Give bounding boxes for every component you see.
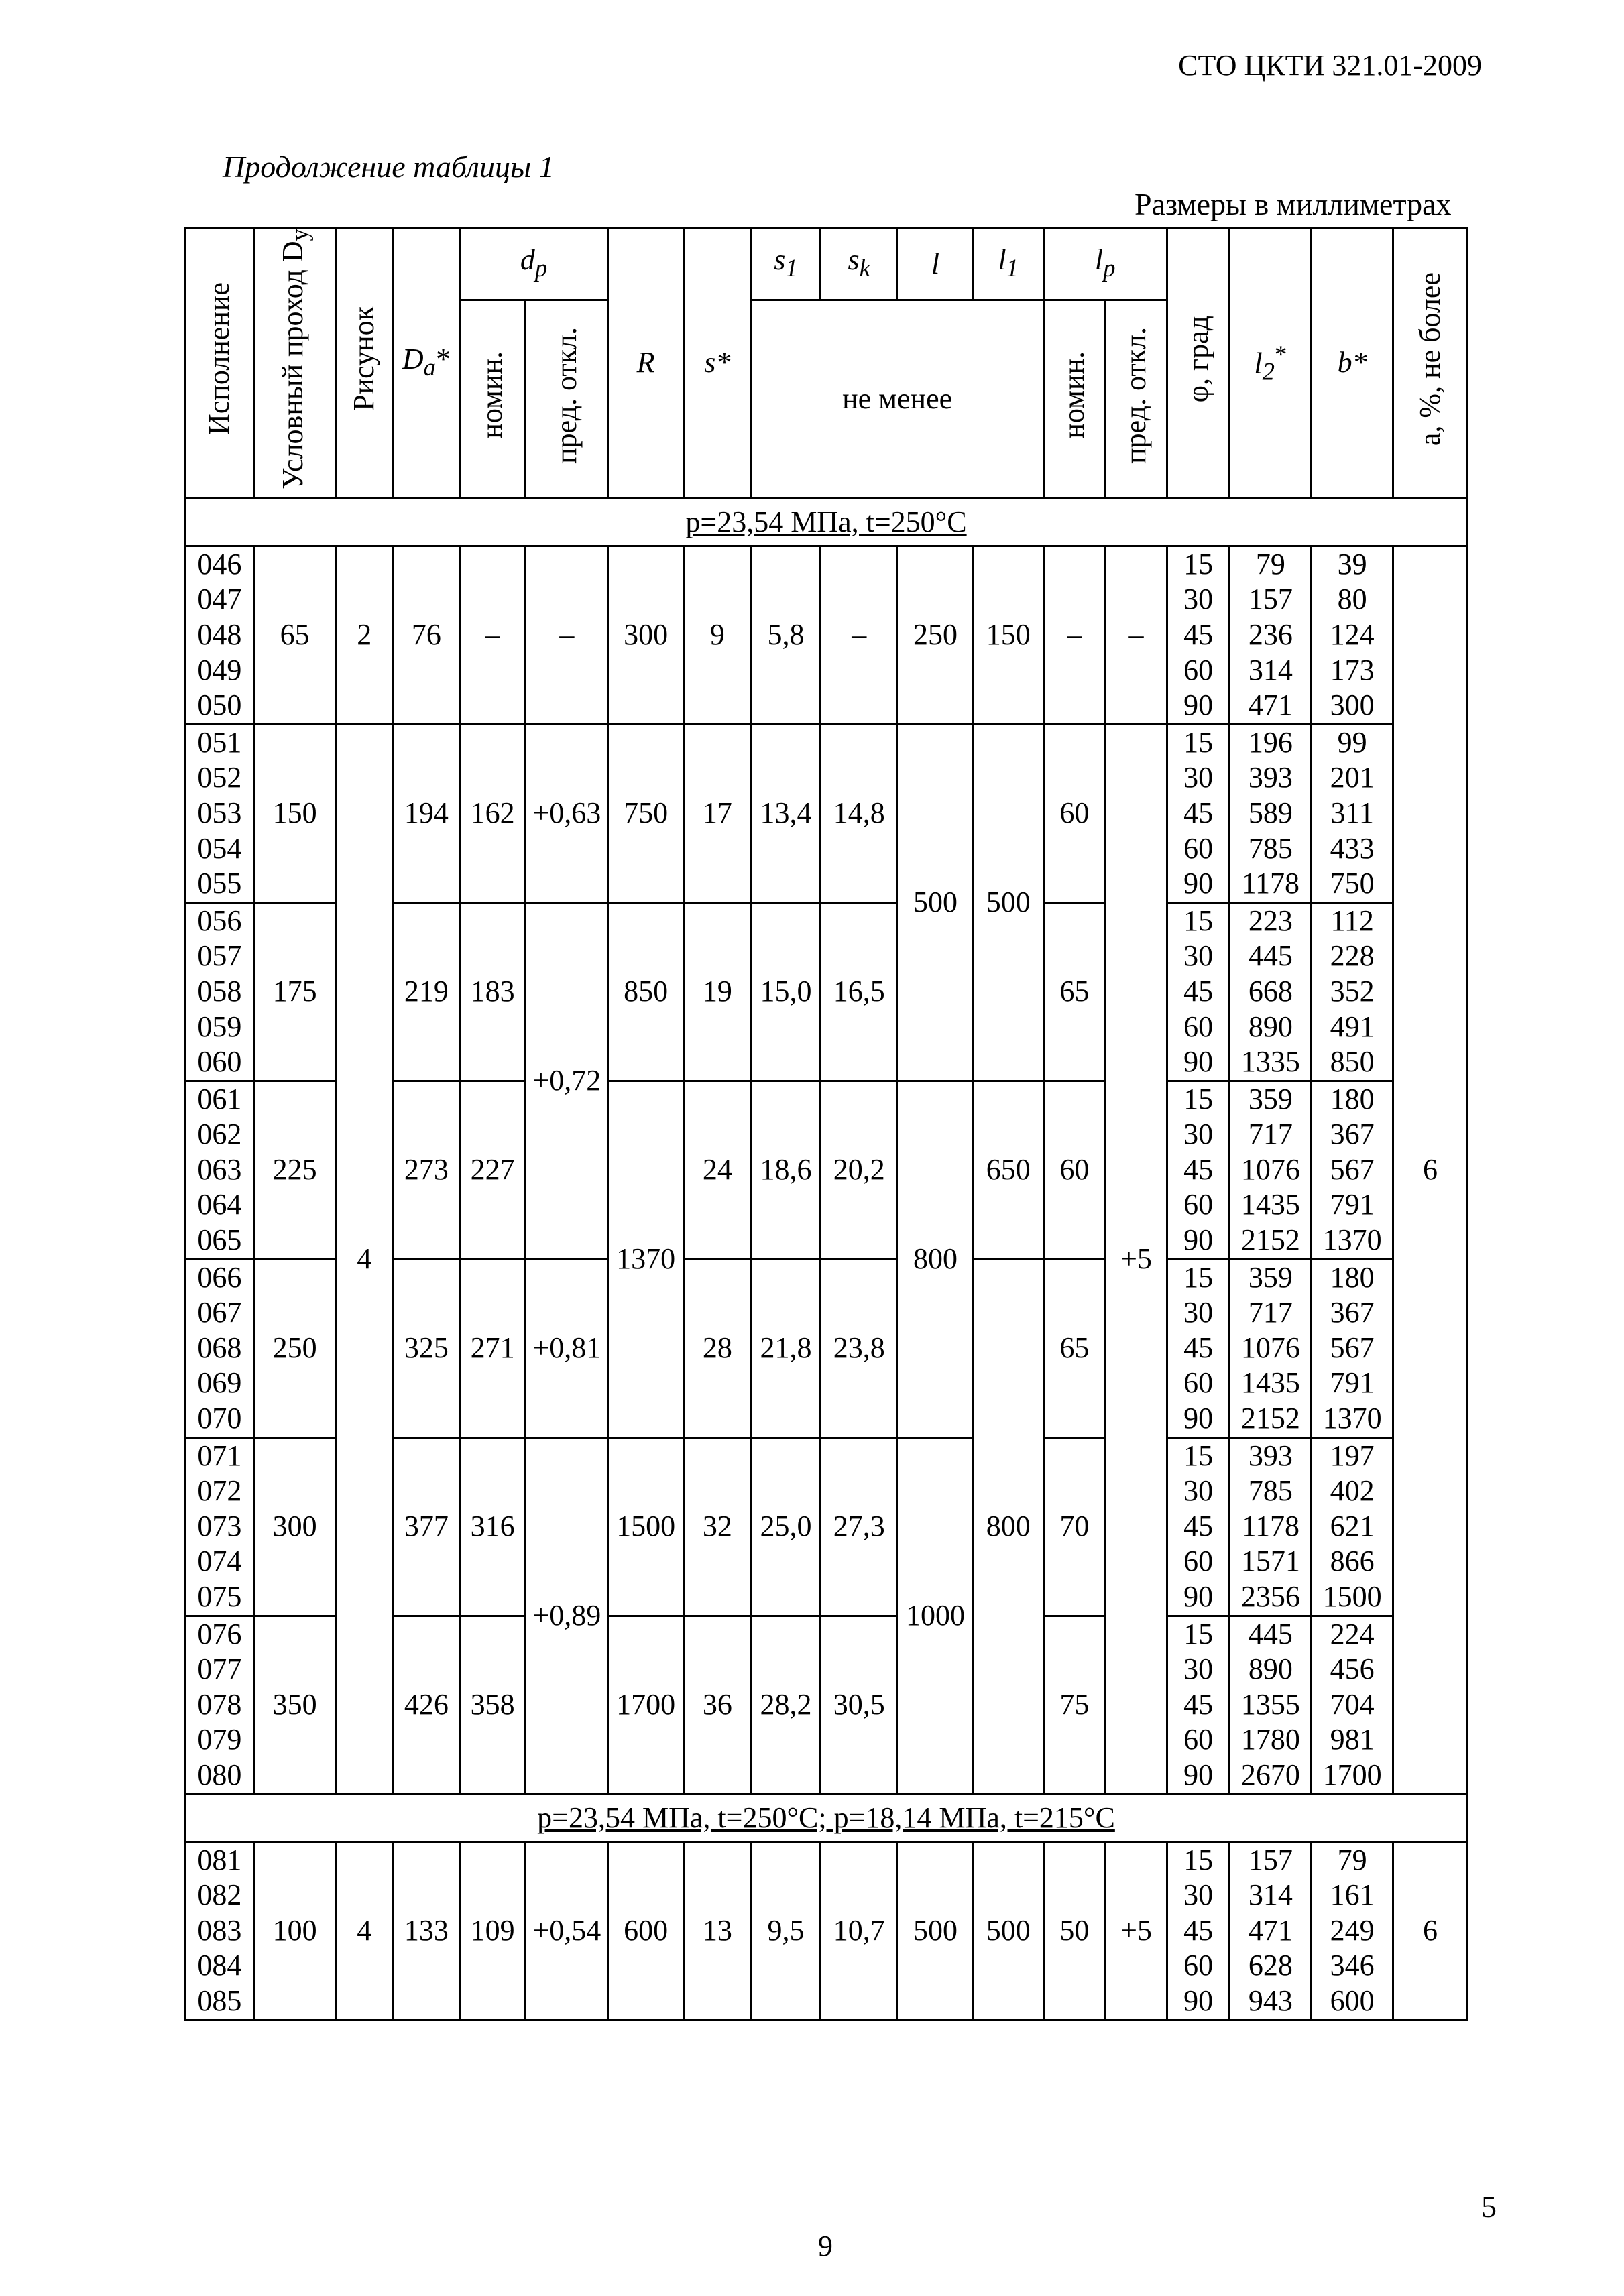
cell-a: 6 [1393, 1841, 1468, 2020]
cell-lp-nomin: 60 [1043, 1081, 1106, 1259]
table-continuation-title: Продолжение таблицы 1 [223, 149, 555, 184]
cell-l: 500 [898, 724, 974, 1081]
dimensions-table [184, 227, 1468, 2021]
cell-lp-pred-otkl: +5 [1106, 1841, 1167, 2020]
col-R: R [608, 228, 684, 499]
cell-risunok: 2 [335, 546, 394, 724]
cell-s1: 28,2 [751, 1616, 821, 1794]
cell-R: 600 [608, 1841, 684, 2020]
cell-ispolnenie: 081 082 083 084 085 [185, 1841, 255, 2020]
cell-l: 1000 [898, 1437, 974, 1794]
cell-ispolnenie: 056 057 058 059 060 [185, 902, 255, 1081]
cell-s1: 21,8 [751, 1259, 821, 1437]
cell-R: 850 [608, 902, 684, 1081]
cell-lp-nomin: 65 [1043, 1259, 1106, 1437]
cell-s: 13 [684, 1841, 752, 2020]
col-l: l [898, 228, 974, 300]
cell-ispolnenie: 046 047 048 049 050 [185, 546, 255, 724]
cell-Da: 325 [394, 1259, 460, 1437]
cell-sk: – [821, 546, 898, 724]
cell-l2: 359 717 1076 1435 2152 [1230, 1081, 1312, 1259]
cell-dp-pred-otkl: – [526, 546, 608, 724]
cell-s: 19 [684, 902, 752, 1081]
cell-s: 17 [684, 724, 752, 902]
cell-s1: 25,0 [751, 1437, 821, 1616]
cell-s: 28 [684, 1259, 752, 1437]
cell-s1: 5,8 [751, 546, 821, 724]
cell-sk: 23,8 [821, 1259, 898, 1437]
col-b: b* [1312, 228, 1393, 499]
cell-dp-pred-otkl: +0,72 [526, 902, 608, 1259]
cell-sk: 20,2 [821, 1081, 898, 1259]
page-number-center: 9 [818, 2230, 833, 2262]
col-ispolnenie: Исполнение [185, 228, 255, 499]
cell-dp-nomin: 183 [459, 902, 526, 1081]
cell-lp-nomin: 65 [1043, 902, 1106, 1081]
table-row [185, 724, 1468, 902]
group-header-2: p=23,54 МПа, t=250°C; p=18,14 МПа, t=215°C [185, 1794, 1468, 1841]
cell-Da: 76 [394, 546, 460, 724]
cell-dp-pred-otkl: +0,81 [526, 1259, 608, 1437]
cell-l: 250 [898, 546, 974, 724]
cell-l1: 500 [973, 724, 1043, 1081]
col-ne-menee: не менее [751, 300, 1043, 499]
cell-s1: 15,0 [751, 902, 821, 1081]
col-dp: $d_p$ [459, 228, 608, 300]
cell-lp-nomin: 60 [1043, 724, 1106, 902]
cell-risunok: 4 [335, 724, 394, 1794]
cell-lp-nomin: 50 [1043, 1841, 1106, 2020]
cell-s: 9 [684, 546, 752, 724]
cell-Dy: 300 [254, 1437, 335, 1616]
cell-ispolnenie: 071 072 073 074 075 [185, 1437, 255, 1616]
cell-R: 1700 [608, 1616, 684, 1794]
cell-R: 300 [608, 546, 684, 724]
col-sk: $s_k$ [821, 228, 898, 300]
cell-b: 39 80 124 173 300 [1312, 546, 1393, 724]
cell-l2: 79 157 236 314 471 [1230, 546, 1312, 724]
cell-Da: 219 [394, 902, 460, 1081]
cell-Dy: 175 [254, 902, 335, 1081]
cell-Dy: 65 [254, 546, 335, 724]
cell-Dy: 225 [254, 1081, 335, 1259]
col-lp-nomin: номин. [1043, 300, 1106, 499]
cell-dp-nomin: 109 [459, 1841, 526, 2020]
col-l2: $l_2^*$ [1230, 228, 1312, 499]
cell-Dy: 150 [254, 724, 335, 902]
cell-b: 79 161 249 346 600 [1312, 1841, 1393, 2020]
cell-lp-nomin: 70 [1043, 1437, 1106, 1616]
cell-l1: 650 [973, 1081, 1043, 1259]
cell-sk: 27,3 [821, 1437, 898, 1616]
cell-s1: 18,6 [751, 1081, 821, 1259]
cell-dp-nomin: 162 [459, 724, 526, 902]
cell-Da: 133 [394, 1841, 460, 2020]
cell-s: 24 [684, 1081, 752, 1259]
cell-s1: 13,4 [751, 724, 821, 902]
cell-dp-nomin: 358 [459, 1616, 526, 1794]
cell-Dy: 100 [254, 1841, 335, 2020]
cell-l: 800 [898, 1081, 974, 1437]
cell-b: 224 456 704 981 1700 [1312, 1616, 1393, 1794]
cell-dp-pred-otkl: +0,89 [526, 1437, 608, 1794]
document-code: СТО ЦКТИ 321.01-2009 [1178, 49, 1482, 82]
cell-l1: 800 [973, 1259, 1043, 1794]
cell-phi: 15 30 45 60 90 [1167, 724, 1230, 902]
cell-Da: 426 [394, 1616, 460, 1794]
cell-ispolnenie: 076 077 078 079 080 [185, 1616, 255, 1794]
cell-s1: 9,5 [751, 1841, 821, 2020]
cell-Da: 273 [394, 1081, 460, 1259]
cell-dp-pred-otkl: +0,63 [526, 724, 608, 902]
col-a: a, %, не более [1393, 228, 1468, 499]
cell-sk: 16,5 [821, 902, 898, 1081]
cell-l: 500 [898, 1841, 974, 2020]
cell-Dy: 350 [254, 1616, 335, 1794]
cell-s: 32 [684, 1437, 752, 1616]
cell-dp-nomin: 227 [459, 1081, 526, 1259]
cell-phi: 15 30 45 60 90 [1167, 546, 1230, 724]
cell-dp-nomin: 271 [459, 1259, 526, 1437]
group-header-1: p=23,54 МПа, t=250°C [185, 498, 1468, 546]
cell-ispolnenie: 051 052 053 054 055 [185, 724, 255, 902]
cell-sk: 10,7 [821, 1841, 898, 2020]
cell-Da: 194 [394, 724, 460, 902]
cell-dp-pred-otkl: +0,54 [526, 1841, 608, 2020]
cell-R: 1370 [608, 1081, 684, 1437]
cell-lp-nomin: – [1043, 546, 1106, 724]
cell-b: 99 201 311 433 750 [1312, 724, 1393, 902]
col-l1: $l_1$ [973, 228, 1043, 300]
cell-phi: 15 30 45 60 90 [1167, 1616, 1230, 1794]
col-s: s* [684, 228, 752, 499]
cell-lp-nomin: 75 [1043, 1616, 1106, 1794]
cell-phi: 15 30 45 60 90 [1167, 1081, 1230, 1259]
cell-lp-pred-otkl: +5 [1106, 724, 1167, 1794]
page-number-right: 5 [1481, 2189, 1497, 2224]
cell-b: 197 402 621 866 1500 [1312, 1437, 1393, 1616]
cell-R: 750 [608, 724, 684, 902]
table-row [185, 1841, 1468, 2020]
cell-b: 180 367 567 791 1370 [1312, 1259, 1393, 1437]
cell-l2: 445 890 1355 1780 2670 [1230, 1616, 1312, 1794]
cell-l2: 196 393 589 785 1178 [1230, 724, 1312, 902]
cell-lp-pred-otkl: – [1106, 546, 1167, 724]
col-s1: $s_1$ [751, 228, 821, 300]
col-lp-pred-otkl: пред. откл. [1106, 300, 1167, 499]
cell-phi: 15 30 45 60 90 [1167, 1259, 1230, 1437]
col-lp: $l_p$ [1043, 228, 1167, 300]
col-dp-nomin: номин. [459, 300, 526, 499]
cell-dp-nomin: 316 [459, 1437, 526, 1616]
cell-b: 180 367 567 791 1370 [1312, 1081, 1393, 1259]
cell-Da: 377 [394, 1437, 460, 1616]
cell-b: 112 228 352 491 850 [1312, 902, 1393, 1081]
cell-l1: 500 [973, 1841, 1043, 2020]
cell-l2: 223 445 668 890 1335 [1230, 902, 1312, 1081]
cell-dp-nomin: – [459, 546, 526, 724]
col-phi: φ, град [1167, 228, 1230, 499]
cell-l1: 150 [973, 546, 1043, 724]
col-Da: $D_a*$ [394, 228, 460, 499]
cell-R: 1500 [608, 1437, 684, 1616]
cell-ispolnenie: 066 067 068 069 070 [185, 1259, 255, 1437]
cell-sk: 14,8 [821, 724, 898, 902]
cell-s: 36 [684, 1616, 752, 1794]
cell-Dy: 250 [254, 1259, 335, 1437]
cell-phi: 15 30 45 60 90 [1167, 1437, 1230, 1616]
units-note: Размеры в миллиметрах [1135, 187, 1452, 221]
table-row [185, 546, 1468, 724]
cell-a: 6 [1393, 546, 1468, 1794]
cell-l2: 157 314 471 628 943 [1230, 1841, 1312, 2020]
col-uslovny-prohod: Условный проход $D_y$ [254, 228, 335, 499]
cell-sk: 30,5 [821, 1616, 898, 1794]
col-risunok: Рисунок [335, 228, 394, 499]
col-dp-pred-otkl: пред. откл. [526, 300, 608, 499]
cell-phi: 15 30 45 60 90 [1167, 902, 1230, 1081]
cell-ispolnenie: 061 062 063 064 065 [185, 1081, 255, 1259]
cell-phi: 15 30 45 60 90 [1167, 1841, 1230, 2020]
cell-risunok: 4 [335, 1841, 394, 2020]
cell-l2: 393 785 1178 1571 2356 [1230, 1437, 1312, 1616]
cell-l2: 359 717 1076 1435 2152 [1230, 1259, 1312, 1437]
